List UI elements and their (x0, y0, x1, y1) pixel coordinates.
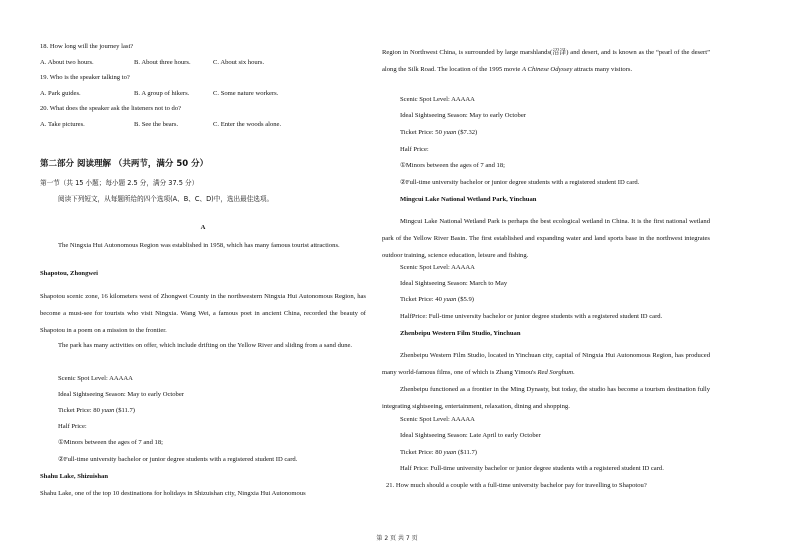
shapotou-title: Shapotou, Zhongwei (40, 270, 98, 277)
option-b: B. See the bears. (134, 121, 179, 128)
shahu-price: Ticket Price: 50 yuan ($7.32) (400, 129, 478, 136)
shapotou-half-price: Half Price: (58, 423, 87, 430)
part-heading: 第二部分 阅读理解 （共两节，满分 50 分） (40, 159, 209, 169)
shapotou-half-price-item-1: ①Minors between the ages of 7 and 18; (58, 439, 163, 446)
option-a: A. Park guides. (40, 90, 81, 97)
shapotou-level: Scenic Spot Level: AAAAA (58, 375, 133, 382)
shahu-half-price-item-2: ②Full-time university bachelor or junior degree students with a registered student ID card. (400, 179, 640, 186)
mingcui-title: Mingcui Lake National Wetland Park, Yinchuan (400, 196, 537, 203)
option-b: B. A group of hikers. (134, 90, 190, 97)
shapotou-season: Ideal Sightseeing Season: May to early October (58, 391, 184, 398)
question-21: 21. How much should a couple with a full-time university bachelor pay for travelling to Shapotou? (386, 482, 647, 489)
zhenbeipu-half-price: Half Price: Full-time university bachelor or junior degree students with a registered student ID card. (400, 465, 664, 472)
option-b: B. About three hours. (134, 59, 191, 66)
zhenbeipu-paragraph-1: Zhenbeipu Western Film Studio, located in Yinchuan city, capital of Ningxia Hui Autonomous Region, has produced many world-famous films, one of which is Zhang Yimou's Red Sorghum. (382, 352, 710, 376)
shahu-half-price-item-1: ①Minors between the ages of 7 and 18; (400, 162, 505, 169)
mingcui-level: Scenic Spot Level: AAAAA (400, 264, 475, 271)
question-18: 18. How long will the journey last? (40, 43, 134, 50)
mingcui-paragraph: Mingcui Lake National Wetland Park is perhaps the best ecological wetland in China. It is the first national wetland park of the Yellow River Basin. The first established and expanding water and land sports base in the northwest integrates outdoor training, science education, leisure and fishing. (382, 218, 710, 259)
zhenbeipu-level: Scenic Spot Level: AAAAA (400, 416, 475, 423)
zhenbeipu-season: Ideal Sightseeing Season: Late April to early October (400, 432, 541, 439)
shahu-paragraph-continued: Region in Northwest China, is surrounded by large marshlands(沼泽) and desert, and is known as the “pearl of the desert” along the Silk Road. The location of the 1995 movie A Chinese Odyssey attracts many visitors. (382, 49, 710, 73)
instruction: 阅读下列短文，从每题所给的四个选项(A、B、C、D)中，选出最佳选项。 (58, 195, 274, 203)
shahu-half-price: Half Price: (400, 146, 429, 153)
mingcui-half-price: HalfPrice: Full-time university bachelor or junior degree students with a registered student ID card. (400, 313, 663, 320)
shapotou-price: Ticket Price: 80 yuan ($11.7) (58, 407, 135, 414)
page-footer: 第 2 页 共 7 页 (376, 535, 418, 542)
question-19: 19. Who is the speaker talking to? (40, 74, 130, 81)
section-heading: 第一节（共 15 小题；每小题 2.5 分，满分 37.5 分） (40, 179, 199, 187)
option-c: C. About six hours. (213, 59, 265, 66)
shahu-level: Scenic Spot Level: AAAAA (400, 96, 475, 103)
shapotou-paragraph-2: The park has many activities on offer, which include drifting on the Yellow River and sliding from a sand dune. (58, 342, 353, 349)
question-20: 20. What does the speaker ask the listeners not to do? (40, 105, 182, 112)
mingcui-season: Ideal Sightseeing Season: March to May (400, 280, 508, 287)
passage-intro: The Ningxia Hui Autonomous Region was established in 1958, which has many famous tourist attractions. (58, 242, 340, 249)
zhenbeipu-title: Zhenbeipu Western Film Studio, Yinchuan (400, 330, 521, 337)
shapotou-paragraph-1: Shapotou scenic zone, 16 kilometers west of Zhongwei County in the northwestern Ningxia Hui Autonomous Region, has become a must-see for tourists who visit Ningxia. Wang Wei, a famous poet in ancient China, recorded the beauty of Shapotou in a poem on a mission to the frontier. (40, 293, 366, 334)
mingcui-price: Ticket Price: 40 yuan ($5.9) (400, 296, 474, 303)
shapotou-half-price-item-2: ②Full-time university bachelor or junior degree students with a registered student ID card. (58, 456, 298, 463)
option-c: C. Some nature workers. (213, 90, 279, 97)
shahu-season: Ideal Sightseeing Season: May to early October (400, 112, 526, 119)
zhenbeipu-paragraph-2: Zhenbeipu functioned as a frontier in the Ming Dynasty, but today, the studio has become a tourism destination fully integrating sightseeing, entertainment, relaxation, dining and shopping. (382, 386, 710, 410)
option-a: A. Take pictures. (40, 121, 85, 128)
passage-label: A (200, 224, 206, 231)
option-c: C. Enter the woods alone. (213, 121, 282, 128)
shahu-paragraph-start: Shahu Lake, one of the top 10 destinations for holidays in Shizuishan city, Ningxia Hui Autonomous (40, 490, 306, 497)
option-a: A. About two hours. (40, 59, 94, 66)
shahu-title: Shahu Lake, Shizuishan (40, 473, 108, 480)
zhenbeipu-price: Ticket Price: 80 yuan ($11.7) (400, 449, 477, 456)
